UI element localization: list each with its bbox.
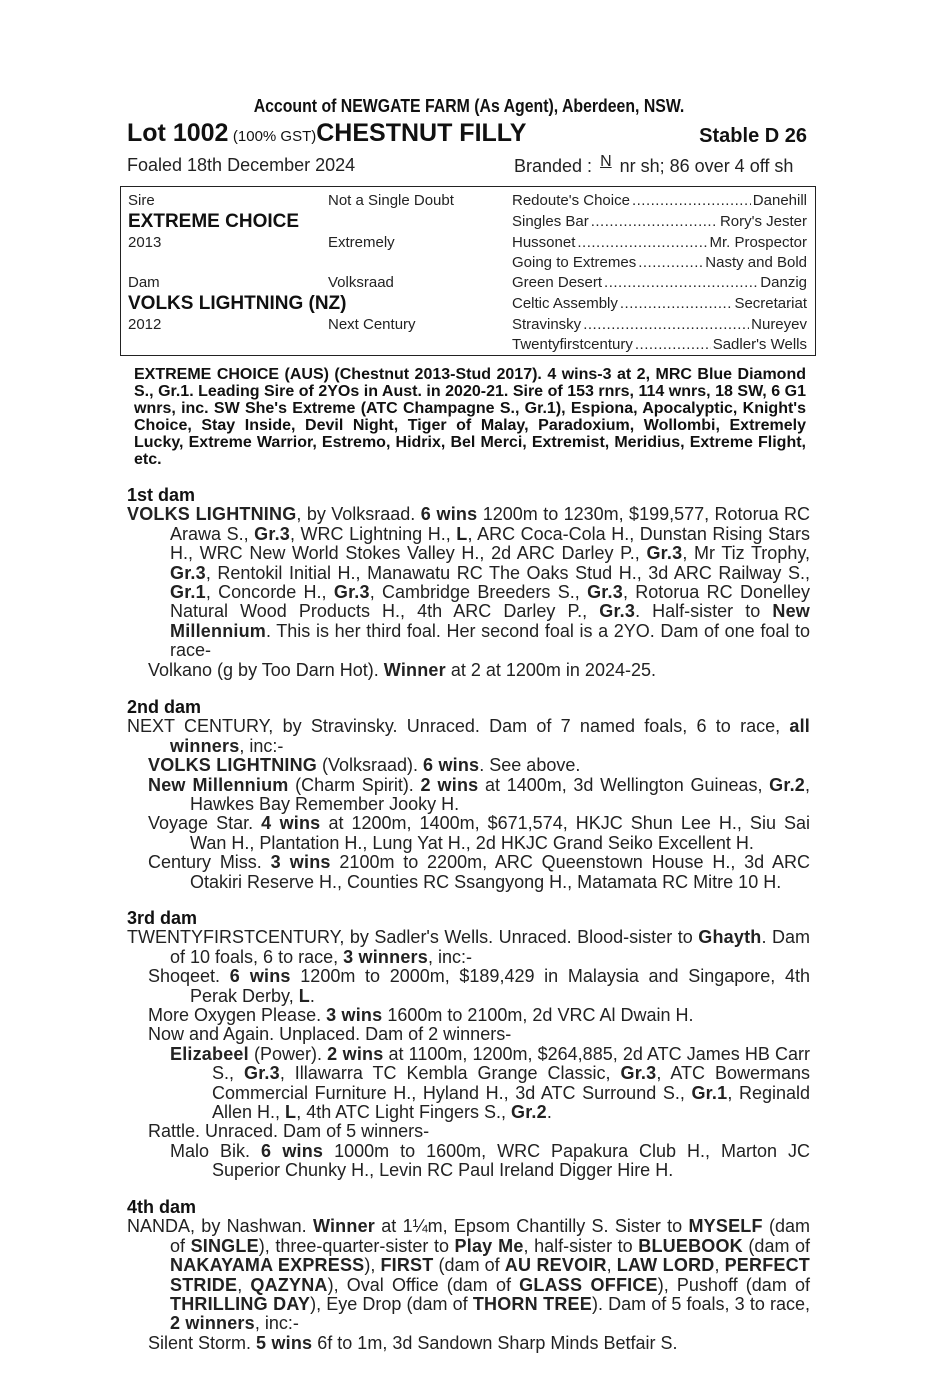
- fourth-dam-section: [127, 1198, 810, 1353]
- third-dam-section: [127, 909, 810, 1181]
- horse-description: CHESTNUT FILLY: [316, 119, 527, 147]
- section-heading: 1st dam: [127, 485, 196, 505]
- first-dam-section: [127, 486, 810, 680]
- gg-right: Secretariat: [734, 295, 807, 312]
- lot-number: Lot 1002: [127, 119, 229, 147]
- dam-label: Dam: [128, 274, 160, 291]
- dam-year: 2012: [128, 316, 162, 333]
- grandsire-paternal: Not a Single Doubt: [328, 192, 454, 209]
- gg-left: Singles Bar: [512, 213, 589, 230]
- sire-name: EXTREME CHOICE: [128, 211, 300, 232]
- grandsire-maternal: Volksraad: [328, 274, 394, 291]
- sire-year: 2013: [128, 234, 162, 251]
- progeny-record: Century Miss. 3 wins 2100m to 2200m, ARC Queenstown House H., 3d ARC Otakiri Reserve H., Counties RC Ssangyong H., Matamata RC Mitre 10 H.: [148, 852, 810, 892]
- great-grandparent-row: [512, 316, 807, 333]
- second-dam-section: [127, 698, 810, 892]
- granddam-paternal: Extremely: [328, 234, 395, 251]
- vendor-account: Account of NEWGATE FARM (As Agent), Aberdeen, NSW.: [253, 96, 685, 116]
- section-heading: 4th dam: [127, 1197, 197, 1217]
- progeny-record: Rattle. Unraced. Dam of 5 winners-: [148, 1121, 430, 1142]
- section-heading: 2nd dam: [127, 697, 202, 717]
- progeny-record: Volkano (g by Too Darn Hot). Winner at 2 at 1200m in 2024-25.: [148, 659, 656, 680]
- sire-label: Sire: [128, 192, 155, 209]
- great-grandparent-row: [512, 295, 807, 312]
- foaled-date: Foaled 18th December 2024: [127, 155, 356, 175]
- branded-label: Branded :: [514, 156, 598, 176]
- dam-name: VOLKS LIGHTNING (NZ): [128, 293, 347, 314]
- brand-mark-icon: N: [600, 153, 612, 170]
- great-grandparent-row: [512, 274, 807, 291]
- gg-left: Celtic Assembly: [512, 295, 618, 312]
- gg-right: Nureyev: [751, 316, 807, 333]
- gg-left: Going to Extremes: [512, 254, 637, 271]
- great-grandparent-row: [512, 234, 807, 251]
- brand-info: [514, 153, 793, 177]
- progeny-record: More Oxygen Please. 3 wins 1600m to 2100m, 2d VRC Al Dwain H.: [148, 1005, 694, 1026]
- granddam-maternal: Next Century: [328, 316, 416, 333]
- gg-right: Sadler's Wells: [712, 336, 807, 353]
- gg-right: Danzig: [760, 274, 807, 291]
- gg-right: Mr. Prospector: [709, 234, 807, 251]
- lot-line: [127, 119, 817, 151]
- gg-left: Stravinsky: [512, 316, 582, 333]
- great-grandparent-row: [512, 192, 807, 209]
- gst-note: (100% GST): [232, 128, 317, 145]
- brand-description: nr sh; 86 over 4 off sh: [614, 156, 794, 176]
- progeny-record: Now and Again. Unplaced. Dam of 2 winners-: [148, 1024, 512, 1045]
- dam-record: VOLKS LIGHTNING, by Volksraad. 6 wins 1200m to 1230m, $199,577, Rotorua RC Arawa S., Gr.3, WRC Lightning H., L, ARC Coca-Cola H., Dunstan Rising Stars H., WRC New World Stokes Valley H., 2d ARC Darley P., Gr.3, Mr Tiz Trophy, Gr.3, Rentokil Initial H., Manawatu RC The Oaks Stud H., 3d ARC Railway S., Gr.1, Concorde H., Gr.3, Cambridge Breeders S., Gr.3, Rotorua RC Donelley Natural Wood Products H., 4th ARC Darley P., Gr.3. Half-sister to New Millennium. This is her third foal. Her second foal is a 2YO. Dam of one foal to race-: [127, 504, 811, 661]
- progeny-record: Voyage Star. 4 wins at 1200m, 1400m, $671,574, HKJC Shun Lee H., Siu Sai Wan H., Plantation H., Lung Yat H., 2d HKJC Grand Seiko Excellent H.: [148, 813, 810, 853]
- gg-left: Redoute's Choice: [512, 192, 630, 209]
- stable-location: Stable D 26: [699, 125, 807, 147]
- progeny-record: Elizabeel (Power). 2 wins at 1100m, 1200m, $264,885, 2d ATC James HB Carr S., Gr.3, Illawarra TC Kembla Grange Classic, Gr.3, ATC Bowermans Commercial Furniture H., Hyland H., 3d ATC Surround S., Gr.1, Reginald Allen H., L, 4th ATC Light Fingers S., Gr.2.: [170, 1043, 810, 1123]
- progeny-record: Shoqeet. 6 wins 1200m to 2000m, $189,429 in Malaysia and Singapore, 4th Perak Derby, L.: [148, 966, 810, 1006]
- progeny-record: VOLKS LIGHTNING (Volksraad). 6 wins. See above.: [148, 755, 581, 776]
- gg-left: Hussonet: [512, 234, 576, 251]
- section-heading: 3rd dam: [127, 908, 198, 928]
- great-grandparent-row: [512, 336, 807, 353]
- sire-summary: EXTREME CHOICE (AUS) (Chestnut 2013-Stud 2017). 4 wins-3 at 2, MRC Blue Diamond S., Gr.1. Leading Sire of 2YOs in Aust. in 2020-21. Sire of 153 rnrs, 114 wnrs, 18 SW, 6 G1 wnrs, inc. SW She's Extreme (ATC Champagne S., Gr.1), Espiona, Apocalyptic, Knight's Choice, Stay Inside, Devil Night, Tiger of Malay, Paradoxium, Wollombi, Extremely Lucky, Extreme Warrior, Estremo, Hidrix, Bel Merci, Extremist, Meridius, Extreme Flight, etc.: [134, 366, 806, 468]
- gg-right: Rory's Jester: [719, 213, 807, 230]
- progeny-record: Silent Storm. 5 wins 6f to 1m, 3d Sandown Sharp Minds Betfair S.: [148, 1332, 678, 1353]
- progeny-record: Malo Bik. 6 wins 1000m to 1600m, WRC Papakura Club H., Marton JC Superior Chunky H., Levin RC Paul Ireland Digger Hire H.: [170, 1140, 810, 1181]
- pedigree-table: [120, 186, 816, 356]
- gg-left: Twentyfirstcentury: [512, 336, 633, 353]
- gg-right: Nasty and Bold: [705, 254, 807, 271]
- dam-record: TWENTYFIRSTCENTURY, by Sadler's Wells. Unraced. Blood-sister to Ghayth. Dam of 10 foals, 6 to race, 3 winners, inc:-: [127, 927, 810, 967]
- great-grandparent-row: [512, 254, 807, 271]
- great-grandparent-row: [512, 213, 807, 230]
- dam-record: NEXT CENTURY, by Stravinsky. Unraced. Dam of 7 named foals, 6 to race, all winners, inc:-: [127, 716, 810, 756]
- gg-left: Green Desert: [512, 274, 603, 291]
- gg-right: Danehill: [752, 192, 807, 209]
- progeny-record: New Millennium (Charm Spirit). 2 wins at 1400m, 3d Wellington Guineas, Gr.2, Hawkes Bay Remember Jooky H.: [148, 774, 811, 815]
- dam-record: NANDA, by Nashwan. Winner at 1¼m, Epsom Chantilly S. Sister to MYSELF (dam of SINGLE), three-quarter-sister to Play Me, half-sister to BLUEBOOK (dam of NAKAYAMA EXPRESS), FIRST (dam of AU REVOIR, LAW LORD, PERFECT STRIDE, QAZYNA), Oval Office (dam of GLASS OFFICE), Pushoff (dam of THRILLING DAY), Eye Drop (dam of THORN TREE). Dam of 5 foals, 3 to race, 2 winners, inc:-: [127, 1216, 811, 1334]
